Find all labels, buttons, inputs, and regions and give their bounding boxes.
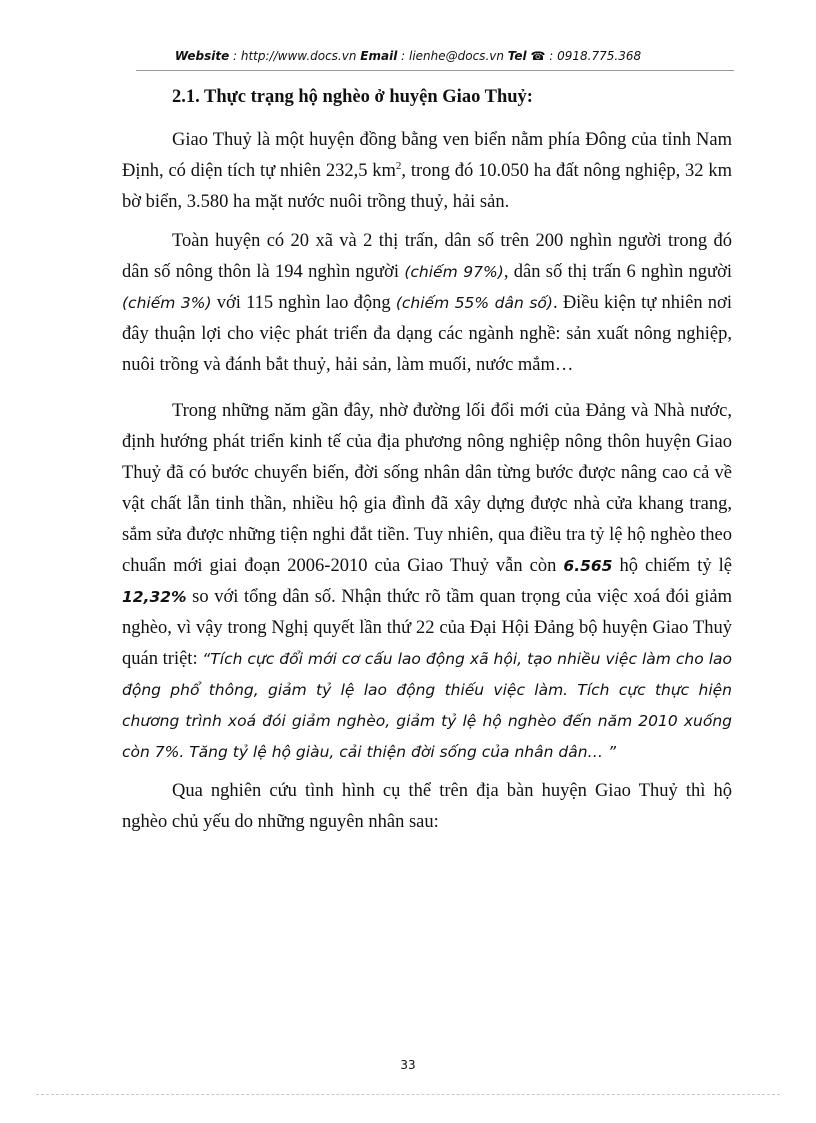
p2-italic-3: (chiếm 55% dân số): [395, 294, 553, 312]
p1-text-1: Giao Thuỷ là một huyện đồng bằng ven biển nằm phía Đông của tỉnh Nam Định, có diện tích tự nhiên 232,5 km: [122, 130, 732, 181]
p2-italic-2: (chiếm 3%): [122, 294, 212, 312]
page-number: 33: [400, 1058, 416, 1072]
website-value: : http://www.docs.vn: [229, 49, 361, 63]
section-heading: 2.1. Thực trạng hộ nghèo ở huyện Giao Thuỷ:: [172, 87, 533, 107]
paragraph-2: [122, 226, 732, 381]
website-label: Website: [174, 49, 230, 63]
p3-text-3: so với tổng dân số. Nhận thức rõ tầm quan trọng của việc xoá đói giảm nghèo, vì vậy trong Nghị quyết lần thứ 22 của Đại Hội Đảng bộ huyện Giao Thuỷ quán triệt:: [122, 587, 732, 669]
p3-quote: “Tích cực đổi mới cơ cấu lao động xã hội, tạo nhiều việc làm cho lao động phổ thông, giảm tỷ lệ lao động thiếu việc làm. Tích cực thực hiện chương trình xoá đói giảm nghèo, giảm tỷ lệ hộ nghèo đến năm 2010 xuống còn 7%. Tăng tỷ lệ hộ giàu, cải thiện đời sống của nhân dân… ”: [122, 650, 732, 761]
tel-value: : 0918.775.368: [545, 49, 642, 63]
tel-label: Tel: [507, 49, 527, 63]
p2-text-1: Toàn huyện có 20 xã và 2 thị trấn, dân số trên 200 nghìn người trong đó dân số nông thôn là 194 nghìn người: [122, 231, 732, 282]
p3-text-2: hộ chiếm tỷ lệ: [612, 556, 732, 576]
paragraph-3: [122, 396, 732, 768]
p2-text-2: , dân số thị trấn 6 nghìn người: [503, 262, 732, 282]
p3-bold-households: 6.565: [563, 557, 613, 575]
telephone-icon: ☎: [530, 49, 546, 63]
paragraph-4: Qua nghiên cứu tình hình cụ thể trên địa bàn huyện Giao Thuỷ thì hộ nghèo chủ yếu do những nguyên nhân sau:: [122, 781, 732, 832]
bottom-divider: [36, 1094, 780, 1095]
p2-text-3: với 115 nghìn lao động: [211, 293, 396, 313]
p3-text-1: Trong những năm gần đây, nhờ đường lối đổi mới của Đảng và Nhà nước, định hướng phát triển kinh tế của địa phương nông nghiệp nông thôn huyện Giao Thuỷ đã có bước chuyển biến, đời sống nhân dân từng bước được nâng cao cả về vật chất lẫn tinh thần, nhiều hộ gia đình đã xây dựng được nhà cửa khang trang, sắm sửa được những tiện nghi đắt tiền. Tuy nhiên, qua điều tra tỷ lệ hộ nghèo theo chuẩn mới giai đoạn 2006-2010 của Giao Thuỷ vẫn còn: [122, 401, 732, 576]
p2-text-4: . Điều kiện tự nhiên nơi đây thuận lợi cho việc phát triển đa dạng các ngành nghề: sản xuất nông nghiệp, nuôi trồng và đánh bắt thuỷ, hải sản, làm muối, nước mắm…: [122, 293, 732, 375]
p3-bold-rate: 12,32%: [122, 588, 187, 606]
page-header: [24, 49, 792, 63]
p1-text-2: , trong đó 10.050 ha đất nông nghiệp, 32 km bờ biển, 3.580 ha mặt nước nuôi trồng thuỷ, hải sản.: [122, 161, 732, 212]
header-divider: [136, 70, 734, 71]
document-body: [122, 86, 732, 853]
p1-superscript: 2: [395, 159, 402, 172]
p2-italic-1: (chiếm 97%): [404, 263, 504, 281]
email-value: : lienhe@docs.vn: [397, 49, 508, 63]
paragraph-1: [122, 125, 732, 218]
email-label: Email: [360, 49, 398, 63]
